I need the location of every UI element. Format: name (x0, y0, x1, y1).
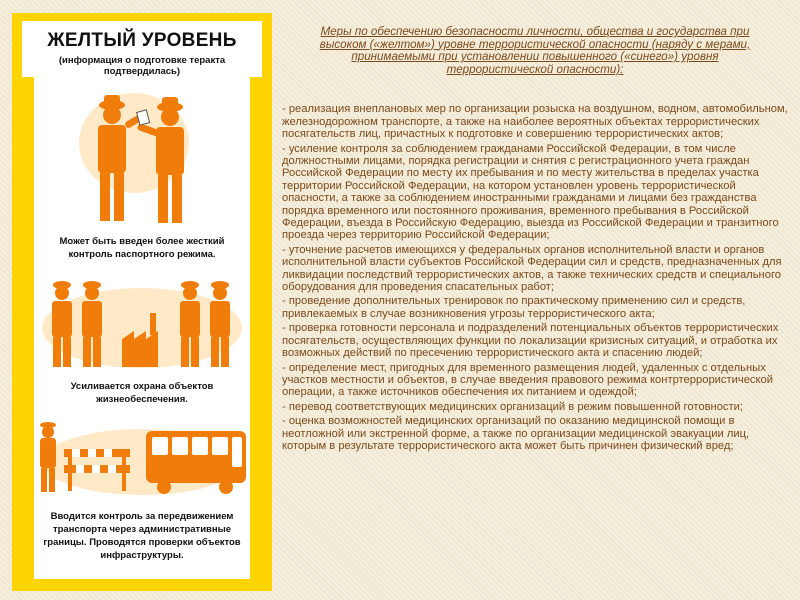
caption-guards: Усиливается охрана объектов жизнеобеспечения. (70, 381, 214, 405)
measure-item: - усиление контроля за соблюдением гражданами Российской Федерации, в том числе должностными лицами, порядка регистрации и снятия с регистрационного учета граждан Российской Федерации по месту их пребывания и по месту жительства в пределах участка территории Российской Федерации, на котором установлен уровень террористической опасности, а также за соблюдением иностранными гражданами и лицами без гражданства порядка временного или постоянного проживания, временного пребывания в Российской Федерации, въезда в Российскую Федерацию, выезда из Российской Федерации и транзитного проезда через территорию Российской Федерации; (282, 142, 779, 242)
measure-item: - определение мест, пригодных для временного размещения людей, удаленных с отдельных участков местности и объектов, в случае введения правового режима контртеррористической операции, а также источников обеспечения их питанием и одеждой; (282, 361, 774, 399)
poster-header (22, 21, 262, 77)
poster-panel (34, 33, 250, 579)
poster-title: ЖЕЛТЫЙ УРОВЕНЬ (47, 30, 237, 51)
caption-transport: Вводится контроль за передвижением транспорта через административные границы. Проводятся проверки объектов инфраструктуры. (43, 511, 241, 561)
transport-control-illustration (34, 417, 250, 497)
measure-item: - проведение дополнительных тренировок по практическому применению сил и средств, привлекаемых в случае возникновения угрозы террористического акта; (282, 295, 746, 320)
guards-illustration (34, 273, 250, 373)
measure-item: - уточнение расчетов имеющихся у федеральных органов исполнительной власти и органов исполнительной власти субъектов Российской Федерации сил и средств, предназначенных для ликвидации последствий террористических актов, а также технических средств и специального оборудования для проведения спасательных работ; (282, 243, 782, 294)
measure-item: - проверка готовности персонала и подразделений потенциальных объектов террористических посягательств, осуществляющих функции по локализации кризисных ситуаций, и отработка их возможных действий по пресечению террористического акта и спасению людей; (282, 322, 779, 360)
passport-check-illustration (34, 83, 250, 233)
measures-text (282, 26, 788, 454)
measure-item: - оценка возможностей медицинских организаций по оказанию медицинской помощи в неотложной или экстренной форме, а также по организации медицинской эвакуации лиц, которым в результате террористического акта может быть причинен физический вред; (282, 415, 750, 452)
poster-subtitle: (информация о подготовке теракта подтвердилась) (58, 55, 226, 77)
yellow-level-poster (12, 13, 272, 591)
measures-list (282, 103, 788, 452)
measure-item: - реализация внеплановых мер по организации розыска на воздушном, водном, автомобильном, железнодорожном транспорте, а также на наиболее вероятных объектах террористических посягательств лиц, причастных к подготовке и совершению террористических актов; (282, 103, 788, 141)
measures-heading: Меры по обеспечению безопасности личности, общества и государства при высоком («желтом») уровне террористической опасности (наряду с мерами, принимаемыми при установлении повышенного («синего») уровня террористической опасности): (319, 25, 751, 76)
measure-item: - перевод соответствующих медицинских организаций в режим повышенной готовности; (282, 400, 744, 413)
caption-passport: Может быть введен более жесткий контроль паспортного режима. (59, 236, 225, 260)
